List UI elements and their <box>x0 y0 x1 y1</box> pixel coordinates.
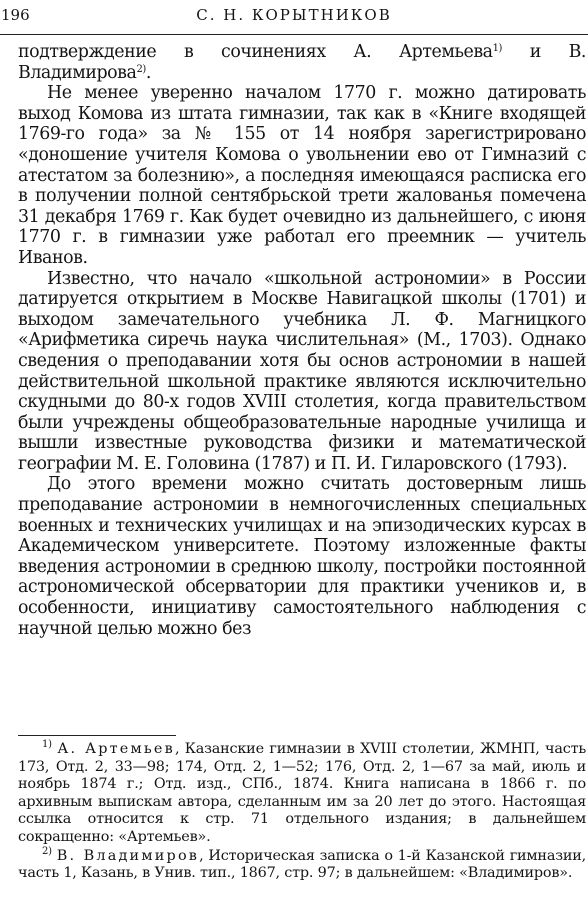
author-name: В. Владимиров <box>56 847 200 864</box>
paragraph <box>18 83 586 268</box>
footnote <box>18 845 586 883</box>
footnote-marker: 2) <box>42 845 52 857</box>
footnote <box>18 741 586 847</box>
page-number: 196 <box>1 6 30 24</box>
running-head: С. Н. КОРЫТНИКОВ <box>196 6 392 24</box>
page-header <box>0 2 588 35</box>
footnote-separator <box>18 735 176 736</box>
paragraph <box>18 474 586 639</box>
footnote-marker: 1) <box>492 43 502 54</box>
footnotes <box>18 741 586 883</box>
text-run: и В. Владимирова <box>18 42 586 83</box>
text-run: , Историческая записка о 1-й Казанской гимназии, часть 1, Казань, в Унив. тип., 1867, стр. 97; в дальнейшем: «Владимиров». <box>18 847 586 882</box>
footnote-marker: 2) <box>136 63 146 75</box>
text-run: . <box>145 62 151 83</box>
text-run: , Казанские гимназии в XVIII столетии, ЖМНП, часть 173, Отд. 2, 33—98; 174, Отд. 2, 1—52; 176, Отд. 2, 1—67 за май, июль и ноябрь 1874 г.; Отд. изд., СПб., 1874. Книга написана в 1866 г. по архивным выпискам автора, сделанным им за 20 лет до этого. Настоящая ссылка относится к стр. 71 отдельного издания; в дальнейшем сокращенно: «Артемьев». <box>18 741 587 845</box>
text-run: До этого времени можно считать достоверным лишь преподавание астрономии в немногочисленных специальных военных и технических училищах и на эпизодических курсах в Академическом университете. Поэтому изложенные факты введения астрономии в среднюю школу, постройки постоянной астрономической обсерватории для практики учеников и, в особенности, инициативу самостоятельного наблюдения с научной целью можно без <box>18 474 586 639</box>
text-run: подтверждение в сочинениях А. Артемьева <box>18 42 493 62</box>
text-run: Известно, что начало «школьной астрономии» в России датируется открытием в Москве Навигацкой школы (1701) и выходом замечательного учебника Л. Ф. Магницкого «Арифметика сиречь наука числительная» (М., 1703). Однако сведения о преподавании хотя бы основ астрономии в нашей действительной школьной практике являются исключительно скудными до 80-х годов XVIII столетия, когда правительством были учреждены общеобразовательные народные училища и вышли известные руководства физики и математической географии М. Е. Головина (1787) и П. И. Гиларовского (1793). <box>18 268 586 474</box>
paragraph <box>18 42 586 83</box>
paragraph <box>18 269 586 475</box>
author-name: А. Артемьев <box>57 741 175 757</box>
main-text <box>18 42 586 639</box>
footnote-marker: 1) <box>42 739 52 750</box>
text-run: Не менее уверенно началом 1770 г. можно датировать выход Комова из штата гимназии, так как в «Книге входящей 1769-го года» за № 155 от 14 ноября зарегистрировано «доношение учителя Комова о увольнении ево от Гимназий с атестатом за болезнию», а последняя имеющаяся расписка его в получении полной сентябрьской трети жалованья помечена 31 декабря 1769 г. Как будет очевидно из дальнейшего, с июня 1770 г. в гимназии уже работал его преемник — учитель Иванов. <box>18 83 586 268</box>
